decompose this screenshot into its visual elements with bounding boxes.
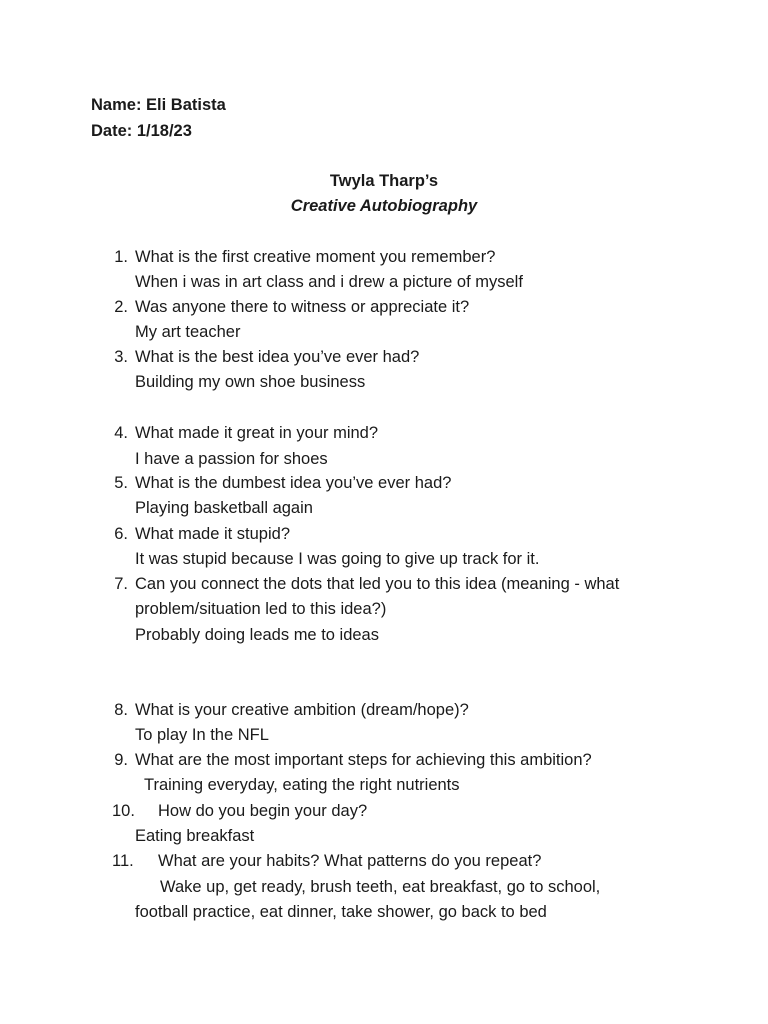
document-date: Date: 1/18/23 <box>91 122 192 140</box>
answer: I have a passion for shoes <box>135 450 328 468</box>
answer: Eating breakfast <box>135 827 255 845</box>
question: What made it great in your mind? <box>135 424 379 442</box>
item-number: 9. <box>114 751 128 769</box>
question: What is the dumbest idea you’ve ever had? <box>135 474 452 492</box>
question: How do you begin your day? <box>158 802 368 820</box>
question: What is the best idea you’ve ever had? <box>135 348 420 366</box>
item-number: 11. <box>112 852 134 870</box>
answer: When i was in art class and i drew a picture of myself <box>135 273 523 291</box>
answer: Building my own shoe business <box>135 373 366 391</box>
item-number: 5. <box>114 474 128 492</box>
answer: Playing basketball again <box>135 499 313 517</box>
title-line-2: Creative Autobiography <box>290 197 478 215</box>
question: What is your creative ambition (dream/hope)? <box>135 701 469 719</box>
title-line-1: Twyla Tharp’s <box>329 172 439 190</box>
question: Can you connect the dots that led you to this idea (meaning - what <box>135 575 620 593</box>
item-number: 4. <box>114 424 128 442</box>
item-number: 7. <box>114 575 128 593</box>
answer: Probably doing leads me to ideas <box>135 626 379 644</box>
answer: Training everyday, eating the right nutrients <box>144 776 460 794</box>
question-continued: problem/situation led to this idea?) <box>135 600 387 618</box>
item-number: 8. <box>114 701 128 719</box>
question: Was anyone there to witness or appreciate it? <box>135 298 470 316</box>
question: What are the most important steps for achieving this ambition? <box>135 751 592 769</box>
item-number: 2. <box>114 298 128 316</box>
question: What made it stupid? <box>135 525 290 543</box>
answer: My art teacher <box>135 323 241 341</box>
answer: To play In the NFL <box>135 726 269 744</box>
student-name: Name: Eli Batista <box>91 96 226 114</box>
question: What are your habits? What patterns do you repeat? <box>158 852 542 870</box>
item-number: 3. <box>114 348 128 366</box>
question: What is the first creative moment you remember? <box>135 248 496 266</box>
answer: It was stupid because I was going to give up track for it. <box>135 550 540 568</box>
answer-continued: football practice, eat dinner, take shower, go back to bed <box>135 903 547 921</box>
answer: Wake up, get ready, brush teeth, eat breakfast, go to school, <box>160 878 601 896</box>
item-number: 10. <box>112 802 135 820</box>
item-number: 1. <box>114 248 128 266</box>
item-number: 6. <box>114 525 128 543</box>
